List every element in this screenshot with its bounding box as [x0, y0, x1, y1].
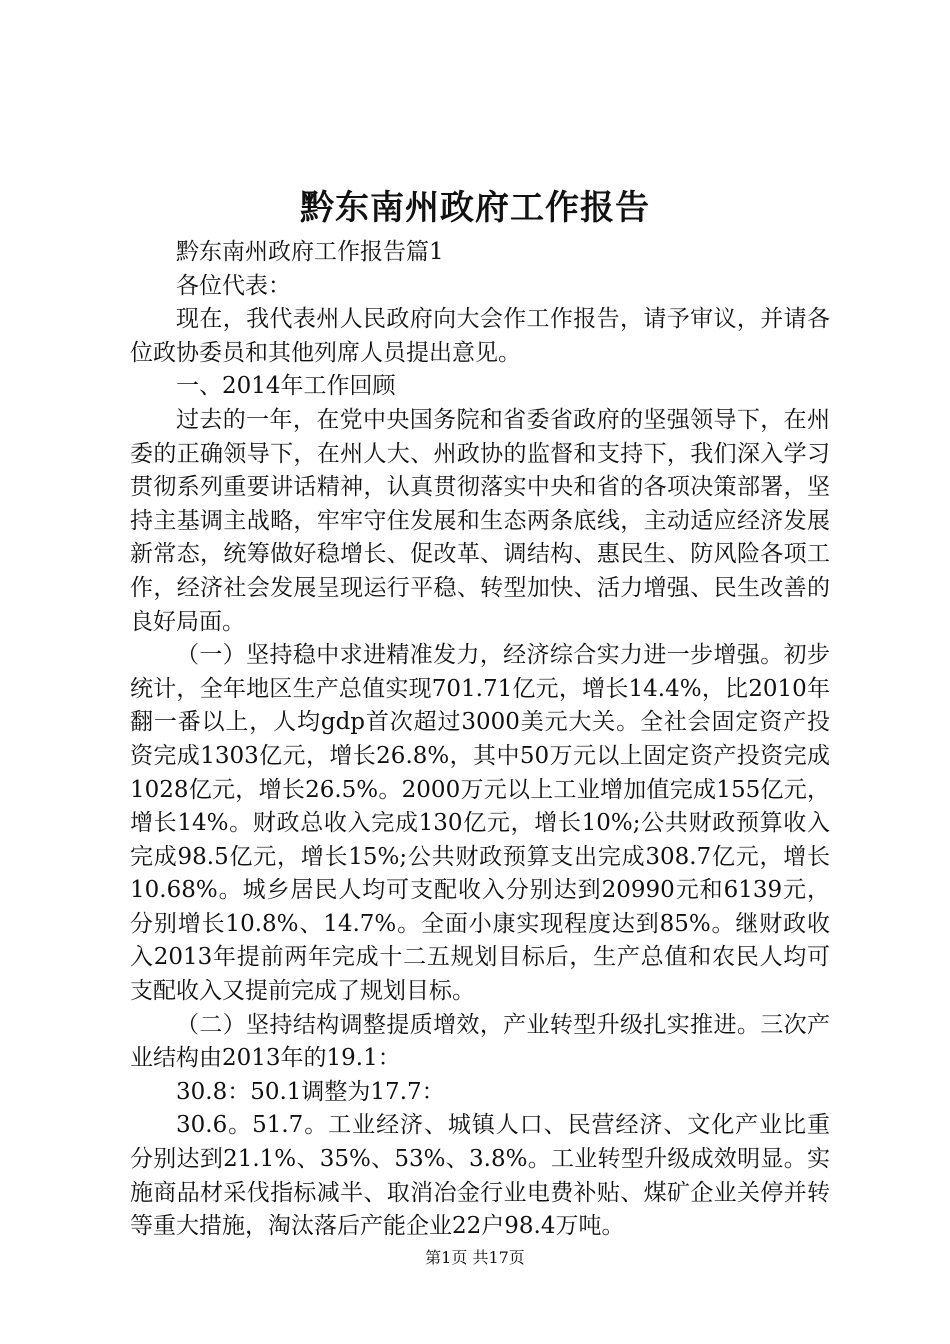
paragraph: （一）坚持稳中求进精准发力，经济综合实力进一步增强。初步统计，全年地区生产总值实现701.71亿元，增长14.4%，比2010年翻一番以上，人均gdp首次超过3000美元大关。全社会固定资产投资完成1303亿元，增长26.8%，其中50万元以上固定资产投资完成1028亿元，增长26.5%。2000万元以上工业增加值完成155亿元，增长14%。财政总收入完成130亿元，增长10%;公共财政预算收入完成98.5亿元，增长15%;公共财政预算支出完成308.7亿元，增长10.68%。城乡居民人均可支配收入分别达到20990元和6139元，分别增长10.8%、14.7%。全面小康实现程度达到85%。继财政收入2013年提前两年完成十二五规划目标后，生产总值和农民人均可支配收入又提前完成了规划目标。: [130, 642, 830, 1005]
section-heading: 黔东南州政府工作报告篇1: [176, 239, 444, 265]
paragraph: （二）坚持结构调整提质增效，产业转型升级扎实推进。三次产业结构由2013年的19.1：: [130, 1011, 830, 1072]
paragraph: 现在，我代表州人民政府向大会作工作报告，请予审议，并请各位政协委员和其他列席人员提出意见。: [130, 306, 830, 366]
paragraph: 过去的一年，在党中央国务院和省委省政府的坚强领导下，在州委的正确领导下，在州人大、州政协的监督和支持下，我们深入学习贯彻系列重要讲话精神，认真贯彻落实中央和省的各项决策部署，坚持主基调主战略，牢牢守住发展和生态两条底线，主动适应经济发展新常态，统筹做好稳增长、促改革、调结构、惠民生、防风险各项工作，经济社会发展呈现运行平稳、转型加快、活力增强、民生改善的良好局面。: [130, 406, 830, 635]
page-footer: 第1页 共17页: [425, 1248, 525, 1267]
paragraph: 30.6。51.7。工业经济、城镇人口、民营经济、文化产业比重分别达到21.1%、35%、53%、3.8%。工业转型升级成效明显。实施商品材采伐指标减半、取消冶金行业电费补贴、煤矿企业关停并转等重大措施，淘汰落后产能企业22户98.4万吨。: [130, 1112, 830, 1240]
document-body: [130, 236, 830, 1244]
paragraph: 30.8：50.1调整为17.7：: [176, 1078, 445, 1105]
salutation: 各位代表：: [176, 272, 291, 299]
document-title: 黔东南州政府工作报告: [300, 188, 650, 228]
section-heading: 一、2014年工作回顾: [176, 373, 396, 400]
